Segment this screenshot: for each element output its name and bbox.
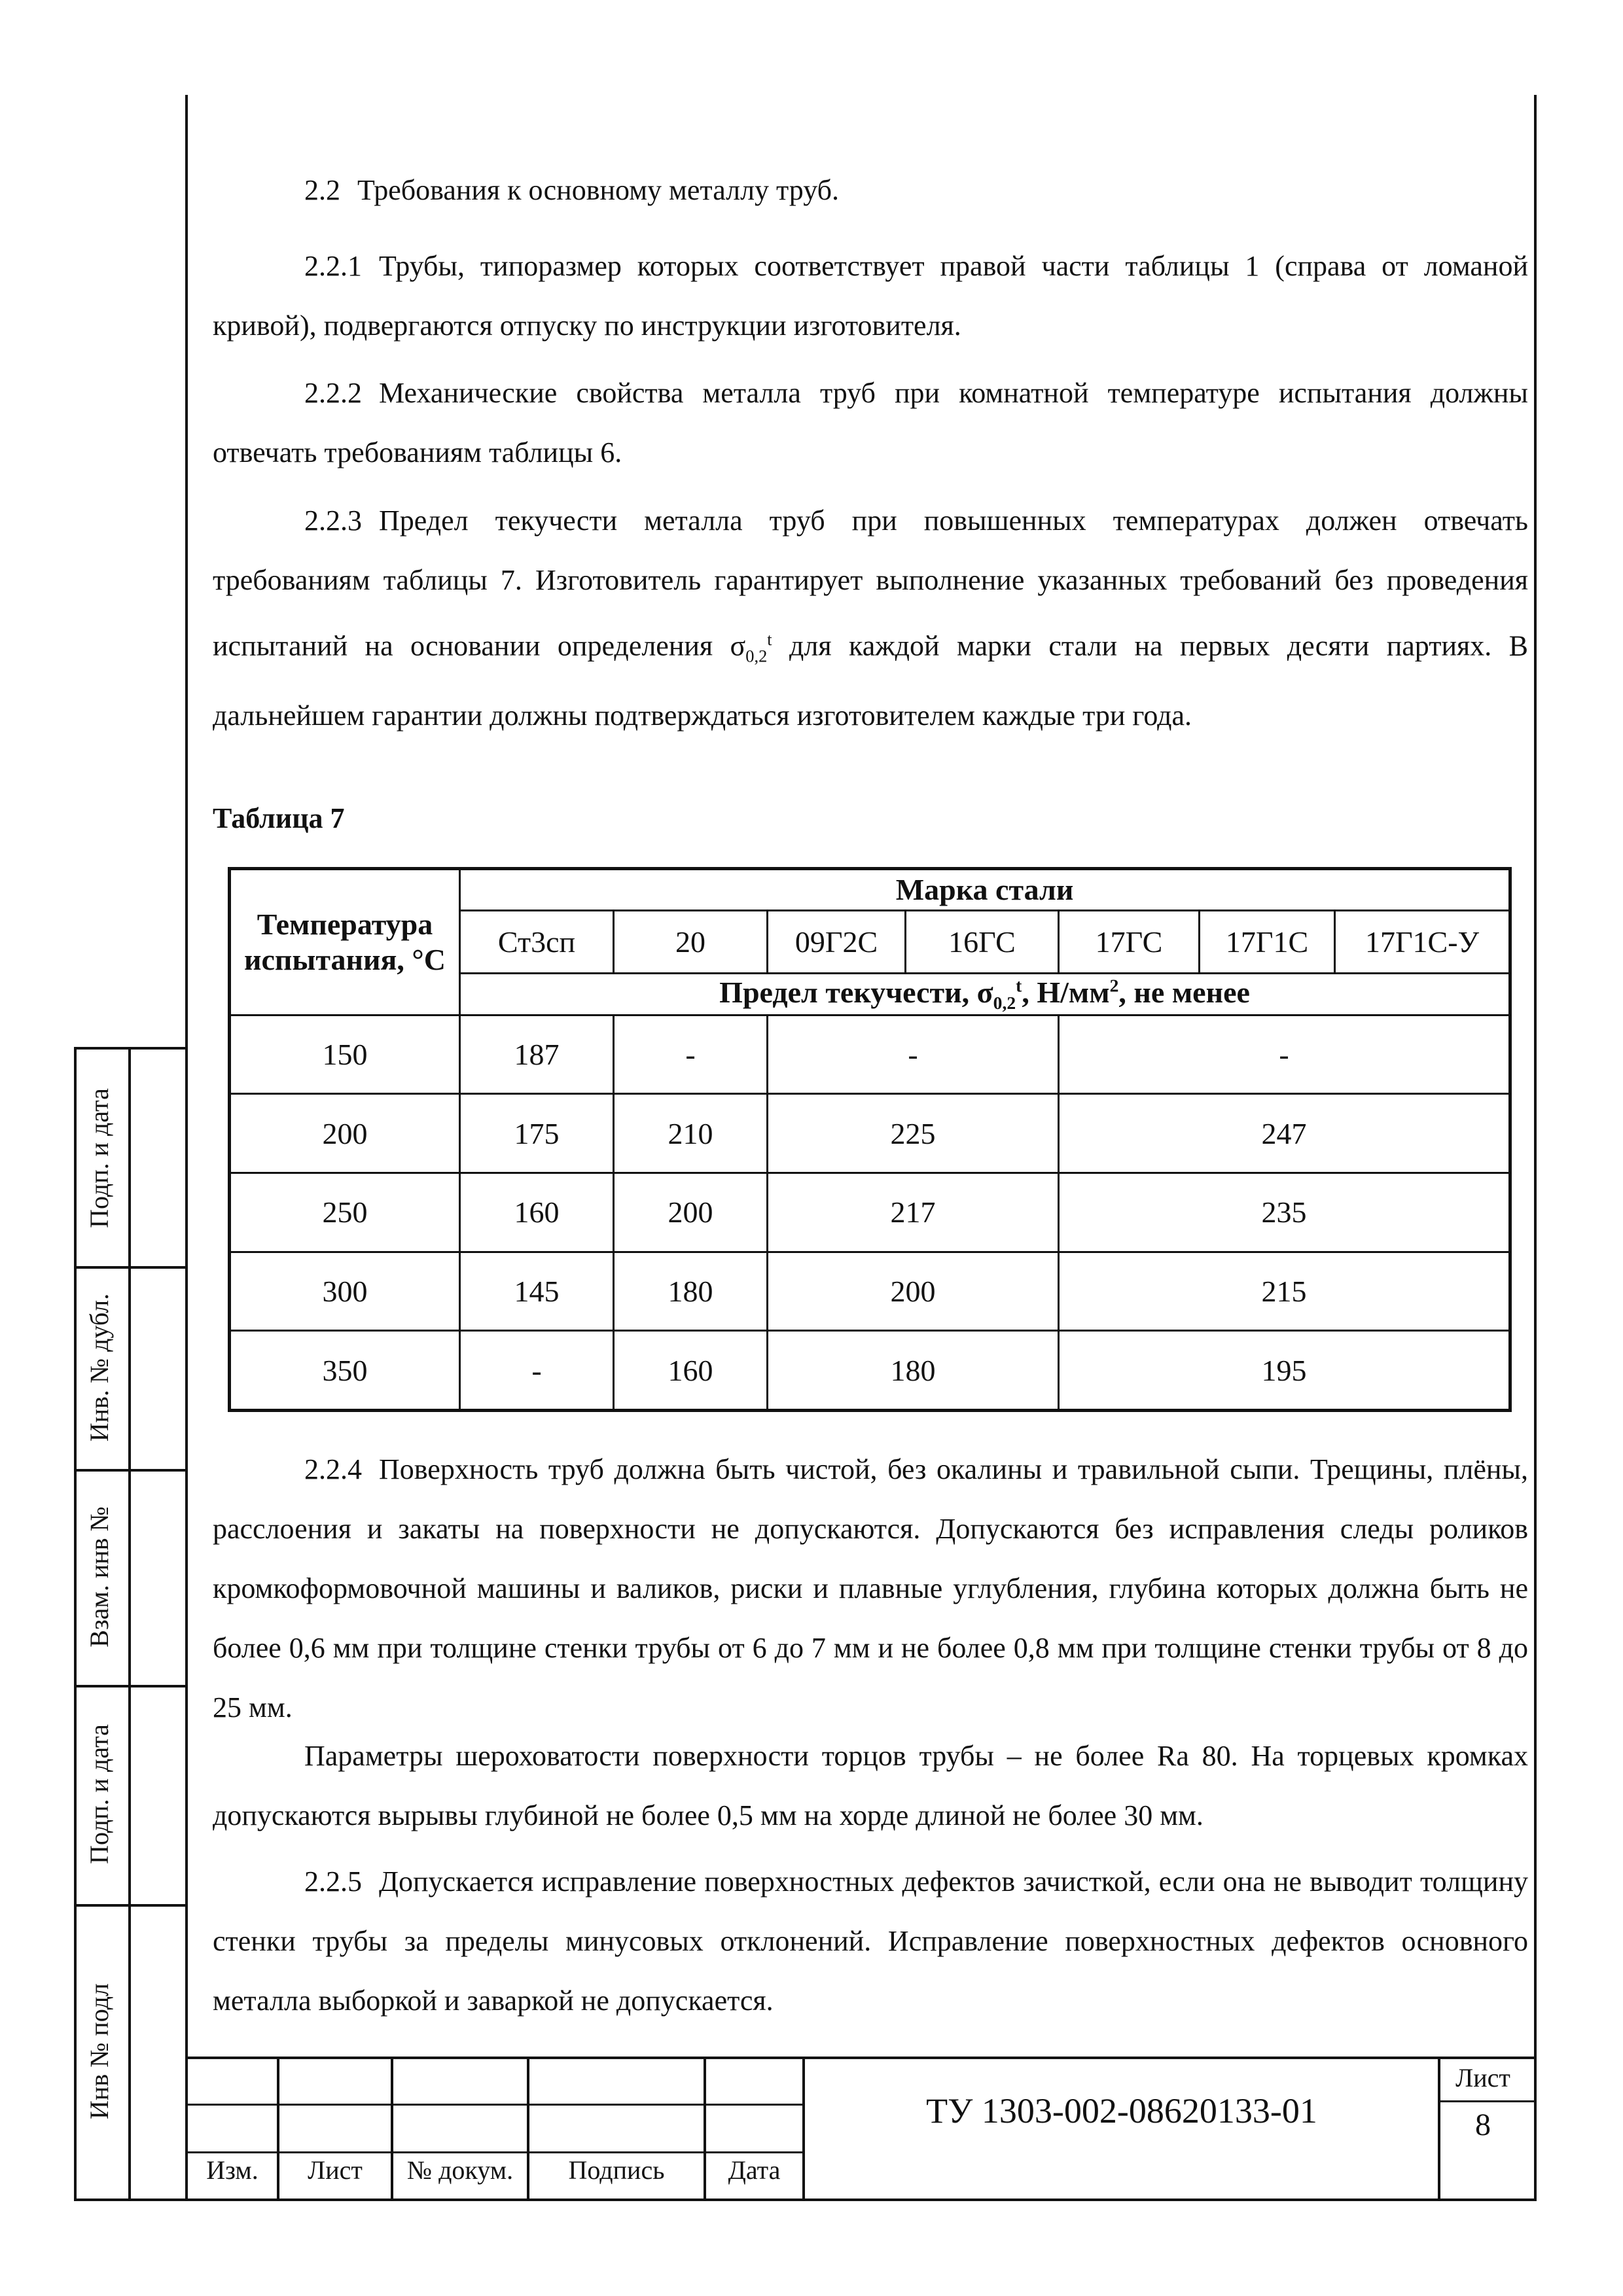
- sheet-number: 8: [1475, 2108, 1491, 2142]
- paragraph-2-2-3: [213, 491, 1528, 745]
- temperature-cell: 150: [230, 1015, 460, 1094]
- yield-header-unit-sup: 2: [1109, 975, 1119, 996]
- grade-cell: 20: [614, 910, 768, 973]
- temperature-cell: 350: [230, 1331, 460, 1411]
- temperature-cell: 250: [230, 1173, 460, 1252]
- paragraph-text: Поверхность труб должна быть чистой, без окалины и травильной сыпи. Трещины, плёны, расслоения и закаты на поверхности не допускаются. Допускаются без исправления следы роликов кромкоформовочной машины и валиков, риски и плавные углубления, глубина которых должна быть не более 0,6 мм при толщине стенки трубы от 6 до 7 мм и не более 0,8 мм при толщине стенки трубы от 8 до 25 мм.: [213, 1453, 1528, 1723]
- paragraph-number: 2.2.5: [304, 1865, 362, 1898]
- value-cell: 175: [460, 1094, 614, 1173]
- frame-bottom-line: [74, 2199, 1537, 2201]
- value-cell: 200: [614, 1173, 768, 1252]
- value-cell: 187: [460, 1015, 614, 1094]
- temperature-cell: 200: [230, 1094, 460, 1173]
- value-cell: 145: [460, 1252, 614, 1331]
- stamp-podp-data-2: Подп. и дата: [84, 1724, 114, 1864]
- grade-cell: Ст3сп: [460, 910, 614, 973]
- frame-left-line: [185, 95, 188, 2200]
- value-cell: 235: [1059, 1173, 1510, 1252]
- paragraph-roughness: [213, 1726, 1528, 1845]
- yield-strength-table: [228, 867, 1512, 1412]
- sigma-superscript: t: [767, 629, 772, 649]
- table-caption: Таблица 7: [213, 802, 345, 834]
- grade-cell: 09Г2С: [768, 910, 906, 973]
- value-cell: 217: [768, 1173, 1059, 1252]
- paragraph-2-2-2: [213, 363, 1528, 482]
- value-cell: 210: [614, 1094, 768, 1173]
- paragraph-text: Требования к основному металлу труб.: [357, 174, 840, 206]
- grade-cell: 16ГС: [906, 910, 1059, 973]
- paragraph-number: 2.2.1: [304, 250, 362, 282]
- table-row: [230, 1331, 1510, 1411]
- steel-grade-header: Марка стали: [460, 869, 1510, 911]
- stamp-inv-podl: Инв № подл: [84, 1983, 114, 2119]
- paragraph-text: Допускается исправление поверхностных дефектов зачисткой, если она не выводит толщину стенки трубы за пределы минусовых отклонений. Исправление поверхностных дефектов основного металла выборкой и заваркой не допускается.: [213, 1865, 1528, 2017]
- paragraph-text: Механические свойства металла труб при комнатной температуре испытания должны отвечать требованиям таблицы 6.: [213, 377, 1528, 468]
- temperature-cell: 300: [230, 1252, 460, 1331]
- temperature-header: Температура испытания, °С: [230, 869, 460, 1016]
- yield-header-unit: , Н/мм: [1022, 975, 1110, 1009]
- stamp-vzam-inv: Взам. инв №: [84, 1506, 114, 1648]
- table-row: [230, 1094, 1510, 1173]
- value-cell: 160: [614, 1331, 768, 1411]
- data-label: Дата: [728, 2155, 781, 2185]
- frame-right-line: [1534, 95, 1537, 2200]
- grade-cell: 17Г1С-У: [1335, 910, 1510, 973]
- value-cell: 215: [1059, 1252, 1510, 1331]
- paragraph-text: Трубы, типоразмер которых соответствует правой части таблицы 1 (справа от ломаной кривой), подвергаются отпуску по инструкции изготовителя.: [213, 250, 1528, 342]
- document-code: ТУ 1303-002-08620133-01: [926, 2091, 1317, 2130]
- sigma-subscript: 0,2: [745, 646, 768, 666]
- paragraph-text-cont: для каждой марки стали на первых десяти партиях. В дальнейшем гарантии должны подтверждаться изготовителем каждые три года.: [213, 629, 1528, 732]
- izm-label: Изм.: [206, 2155, 259, 2185]
- paragraph-number: 2.2.4: [304, 1453, 362, 1485]
- value-cell: 180: [768, 1331, 1059, 1411]
- paragraph-2-2-5: [213, 1852, 1528, 2030]
- paragraph-2-2: [213, 160, 1528, 220]
- yield-header-suffix: , не менее: [1118, 975, 1250, 1009]
- value-cell: -: [1059, 1015, 1510, 1094]
- paragraph-number: 2.2.3: [304, 504, 362, 537]
- podpis-label: Подпись: [568, 2155, 665, 2185]
- grade-cell: 17Г1С: [1200, 910, 1335, 973]
- value-cell: 200: [768, 1252, 1059, 1331]
- value-cell: 180: [614, 1252, 768, 1331]
- table-row: [230, 1252, 1510, 1331]
- grade-cell: 17ГС: [1059, 910, 1200, 973]
- yield-header-text: Предел текучести, σ: [719, 975, 993, 1009]
- value-cell: 225: [768, 1094, 1059, 1173]
- sheet-label: Лист: [1455, 2063, 1510, 2093]
- paragraph-text: Параметры шероховатости поверхности торцов трубы – не более Ra 80. На торцевых кромках допускаются вырывы глубиной не более 0,5 мм на хорде длиной не более 30 мм.: [213, 1740, 1528, 1831]
- paragraph-number: 2.2.2: [304, 377, 362, 409]
- value-cell: 247: [1059, 1094, 1510, 1173]
- value-cell: 195: [1059, 1331, 1510, 1411]
- paragraph-2-2-1: [213, 236, 1528, 355]
- n-dokum-label: № докум.: [406, 2155, 514, 2185]
- value-cell: 160: [460, 1173, 614, 1252]
- table-row: [230, 1173, 1510, 1252]
- value-cell: -: [614, 1015, 768, 1094]
- value-cell: -: [460, 1331, 614, 1411]
- yield-header-sub: 0,2: [993, 992, 1016, 1013]
- paragraph-number: 2.2: [304, 174, 340, 206]
- list-label: Лист: [308, 2155, 363, 2185]
- stamp-podp-data-1: Подп. и дата: [84, 1088, 114, 1228]
- yield-header-sup: t: [1016, 975, 1022, 996]
- table-row: [230, 1015, 1510, 1094]
- value-cell: -: [768, 1015, 1059, 1094]
- yield-strength-header: [460, 973, 1510, 1015]
- stamp-inv-dubl: Инв. № дубл.: [84, 1293, 114, 1442]
- paragraph-text: Предел текучести металла труб при повышенных температурах должен отвечать требованиям таблицы 7. Изготовитель гарантирует выполнение указанных требований без проведения испытаний на основании определения σ: [213, 504, 1528, 662]
- paragraph-2-2-4: [213, 1439, 1528, 1737]
